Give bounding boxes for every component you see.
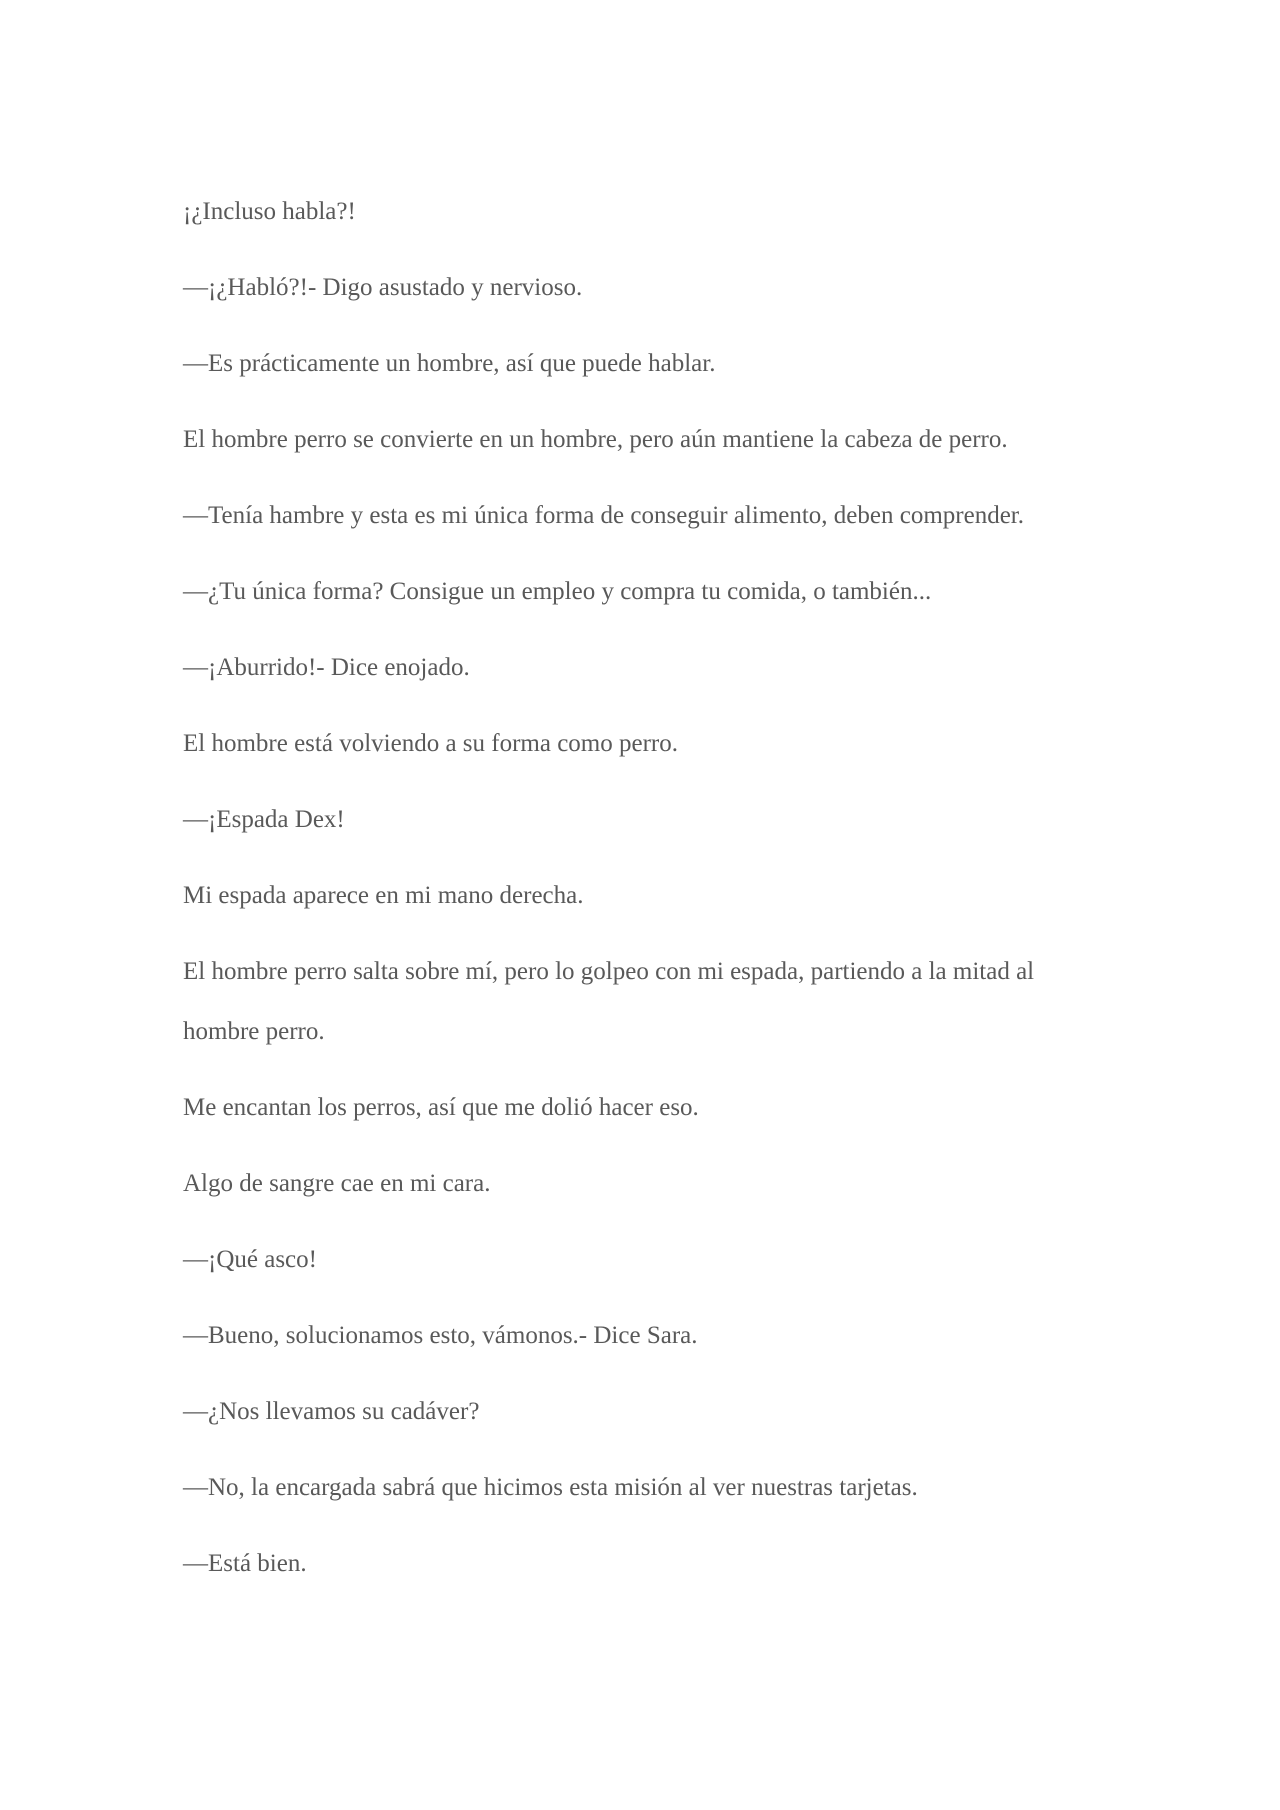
paragraph: Mi espada aparece en mi mano derecha. — [183, 882, 584, 909]
paragraph: —¿Tu única forma? Consigue un empleo y compra tu comida, o también... — [183, 578, 932, 605]
paragraph: —¡Espada Dex! — [183, 806, 345, 833]
paragraph: —¡¿Habló?!- Digo asustado y nervioso. — [183, 274, 583, 301]
paragraph: —Tenía hambre y esta es mi única forma de conseguir alimento, deben comprender. — [183, 502, 1025, 529]
paragraph: Algo de sangre cae en mi cara. — [183, 1170, 491, 1197]
paragraph: —Está bien. — [183, 1550, 307, 1577]
paragraph: —¡Aburrido!- Dice enojado. — [183, 654, 470, 681]
paragraph: —¿Nos llevamos su cadáver? — [183, 1398, 480, 1425]
paragraph: —Es prácticamente un hombre, así que puede hablar. — [183, 350, 716, 377]
paragraph: ¡¿Incluso habla?! — [183, 198, 356, 225]
paragraph: —¡Qué asco! — [183, 1246, 317, 1273]
paragraph: El hombre perro se convierte en un hombre, pero aún mantiene la cabeza de perro. — [183, 426, 1008, 453]
document-body — [183, 182, 1103, 1610]
paragraph: Me encantan los perros, así que me dolió hacer eso. — [183, 1094, 699, 1121]
paragraph: —No, la encargada sabrá que hicimos esta misión al ver nuestras tarjetas. — [183, 1474, 918, 1501]
paragraph: El hombre está volviendo a su forma como perro. — [183, 730, 678, 757]
paragraph: —Bueno, solucionamos esto, vámonos.- Dice Sara. — [183, 1322, 698, 1349]
paragraph: El hombre perro salta sobre mí, pero lo golpeo con mi espada, partiendo a la mitad al hombre perro. — [183, 958, 1035, 1045]
